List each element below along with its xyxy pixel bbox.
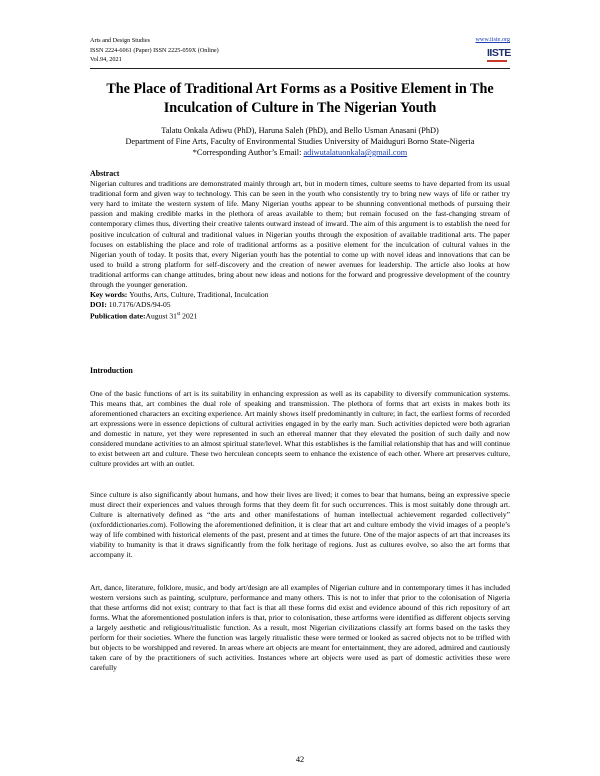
corresponding-author bbox=[70, 147, 530, 158]
doi-line bbox=[90, 300, 510, 310]
author-names: Talatu Onkala Adiwu (PhD), Haruna Saleh (PhD), and Bello Usman Anasani (PhD) bbox=[161, 126, 439, 135]
doi-label: DOI: bbox=[90, 300, 109, 310]
logo-accent-bar bbox=[487, 60, 507, 62]
pubdate-year: 2021 bbox=[180, 311, 198, 321]
keywords-line bbox=[90, 290, 510, 300]
title-line-2: Inculcation of Culture in The Nigerian Youth bbox=[163, 100, 437, 116]
journal-volume: Vol.94, 2021 bbox=[90, 56, 122, 64]
author-block bbox=[70, 125, 530, 158]
intro-paragraph-3: Art, dance, literature, folklore, music, and body art/design are all examples of Nigerian culture and in contemporary times it has included western versions such as painting, sculpture, performance and many others. This is not to infer that prior to the colonisation of Nigeria that these artforms did not exist; contrary to that fact is that all these forms did exist and evidence abound of this rich repository of art forms. What the aforementioned postulation infers is that, prior to colonisation, these artforms were identified as different objects serving a largely aesthetic and religious/ritualistic function. As a result, most Nigerian civilizations classify art forms based on the tasks they perform for their societies. Where the function was largely ritualistic these were termed or looked as sacred objects not to be trifled with but objects to be worshipped and revered. In areas where art objects are meant for entertainment, they are adored, admired and cautiously taken care of by the practitioners of such activities. Instances where art objects were used as part of domestic activities these were carefully bbox=[90, 582, 510, 673]
pubdate-sup: st bbox=[176, 312, 181, 318]
title-line-1: The Place of Traditional Art Forms as a Positive Element in The bbox=[106, 81, 494, 97]
intro-paragraph-1: One of the basic functions of art is its suitability in enhancing expression as well as its capability to diversify communication systems. This means that, art combines the dual role of speaking and transmission. The plethora of forms that art exists in makes both its aforementioned characters an exciting experience. Art mainly shows itself predominantly in culture; in fact, the earliest forms of recorded art expressions were in essence depictions of cultural activities engaged in by the early man. Such activities depicted were both agrarian and domestic in nature, yet they were represented in such an ethereal manner that they elevated the position of such daily and now considered mundane activities to an almost spiritual state/level. What this establishes is the familial relationship that has and will continue to exist between art and culture. These two herculean concepts seem to enhance the existence of each other. Where art preserves culture, culture provides art with an outlet. bbox=[90, 388, 510, 469]
abstract-heading: Abstract bbox=[90, 169, 120, 178]
author-email-link[interactable]: adiwutalatuonkala@gmail.com bbox=[303, 148, 408, 157]
pubdate-label: Publication date: bbox=[90, 311, 146, 321]
journal-name: Arts and Design Studies bbox=[90, 37, 150, 44]
abstract-section bbox=[90, 169, 510, 322]
journal-header bbox=[90, 36, 290, 65]
keywords-label: Key words: bbox=[90, 290, 130, 300]
journal-issn: ISSN 2224-6061 (Paper) ISSN 2225-059X (Online) bbox=[90, 46, 219, 54]
pubdate-day: August 31 bbox=[145, 311, 177, 321]
abstract-text: Nigerian cultures and traditions are demonstrated mainly through art, but in modern times, culture seems to have departed from its usual traditional form and given way to technology. This can be seen in the youth who consistently try to bring new ways of life or rather try very hard to imitate the western system of life. Many Nigerian youths appear to be shunning conventional methods of pursuing their passion and making credible marks in the plethora of areas available to them; but remain focused on the fast-changing stream of contemporary climes thus, diverting their creative talents outward instead of inward. The aim of this argument is to establish the need for positive inculcation of cultural and traditional values in Nigerian youths through the exposition of available traditional arts. The paper focuses on establishing the place and role of traditional artforms as a positive element for the inculcation of cultural values in the Nigerian youth of today. It posits that, every Nigerian youth has the potential to come up with novel ideas and innovations that can be used to build a strong platform for self-discovery and the creation of newer avenues for leadership. The article also looks at how traditional artforms can change attitudes, bring about new ideas and notions for the forward and progressive development of the country through the younger generation. bbox=[90, 179, 510, 290]
journal-url-link[interactable]: www.iiste.org bbox=[475, 36, 510, 43]
page-number: 42 bbox=[295, 755, 305, 764]
doi-value: 10.7176/ADS/94-05 bbox=[108, 300, 171, 310]
introduction-heading: Introduction bbox=[90, 366, 133, 375]
header-divider bbox=[90, 68, 510, 69]
keywords-value: Youths, Arts, Culture, Traditional, Inculcation bbox=[129, 290, 269, 300]
logo-text: IISTE bbox=[487, 47, 511, 59]
paper-title bbox=[70, 80, 530, 118]
corresponding-label: *Corresponding Author’s Email: bbox=[192, 148, 304, 157]
iiste-logo bbox=[487, 48, 509, 64]
intro-paragraph-2: Since culture is also significantly about humans, and how their lives are lived; it comes to bear that humans, being an expressive specie must direct their experiences and values through forms that they deem fit for such occurrences. This is most suitably done through art. Culture is alternatively defined as “the arts and other manifestations of human intellectual achievement regarded collectively” (oxforddictionaries.com). Following the aforementioned definition, it is clear that art and culture embody the vivid images of a people’s way of life combined with historical elements of the past, present and at times the future. One of the major aspects of art that increases its viability to humanity is that it draws significantly from the folk heritage of regions. Just as cultures evolve, so also the art forms that accompany it. bbox=[90, 489, 510, 560]
publication-date-line bbox=[90, 310, 510, 322]
author-affiliation: Department of Fine Arts, Faculty of Environmental Studies University of Maiduguri Borno State-Nigeria bbox=[125, 137, 475, 146]
